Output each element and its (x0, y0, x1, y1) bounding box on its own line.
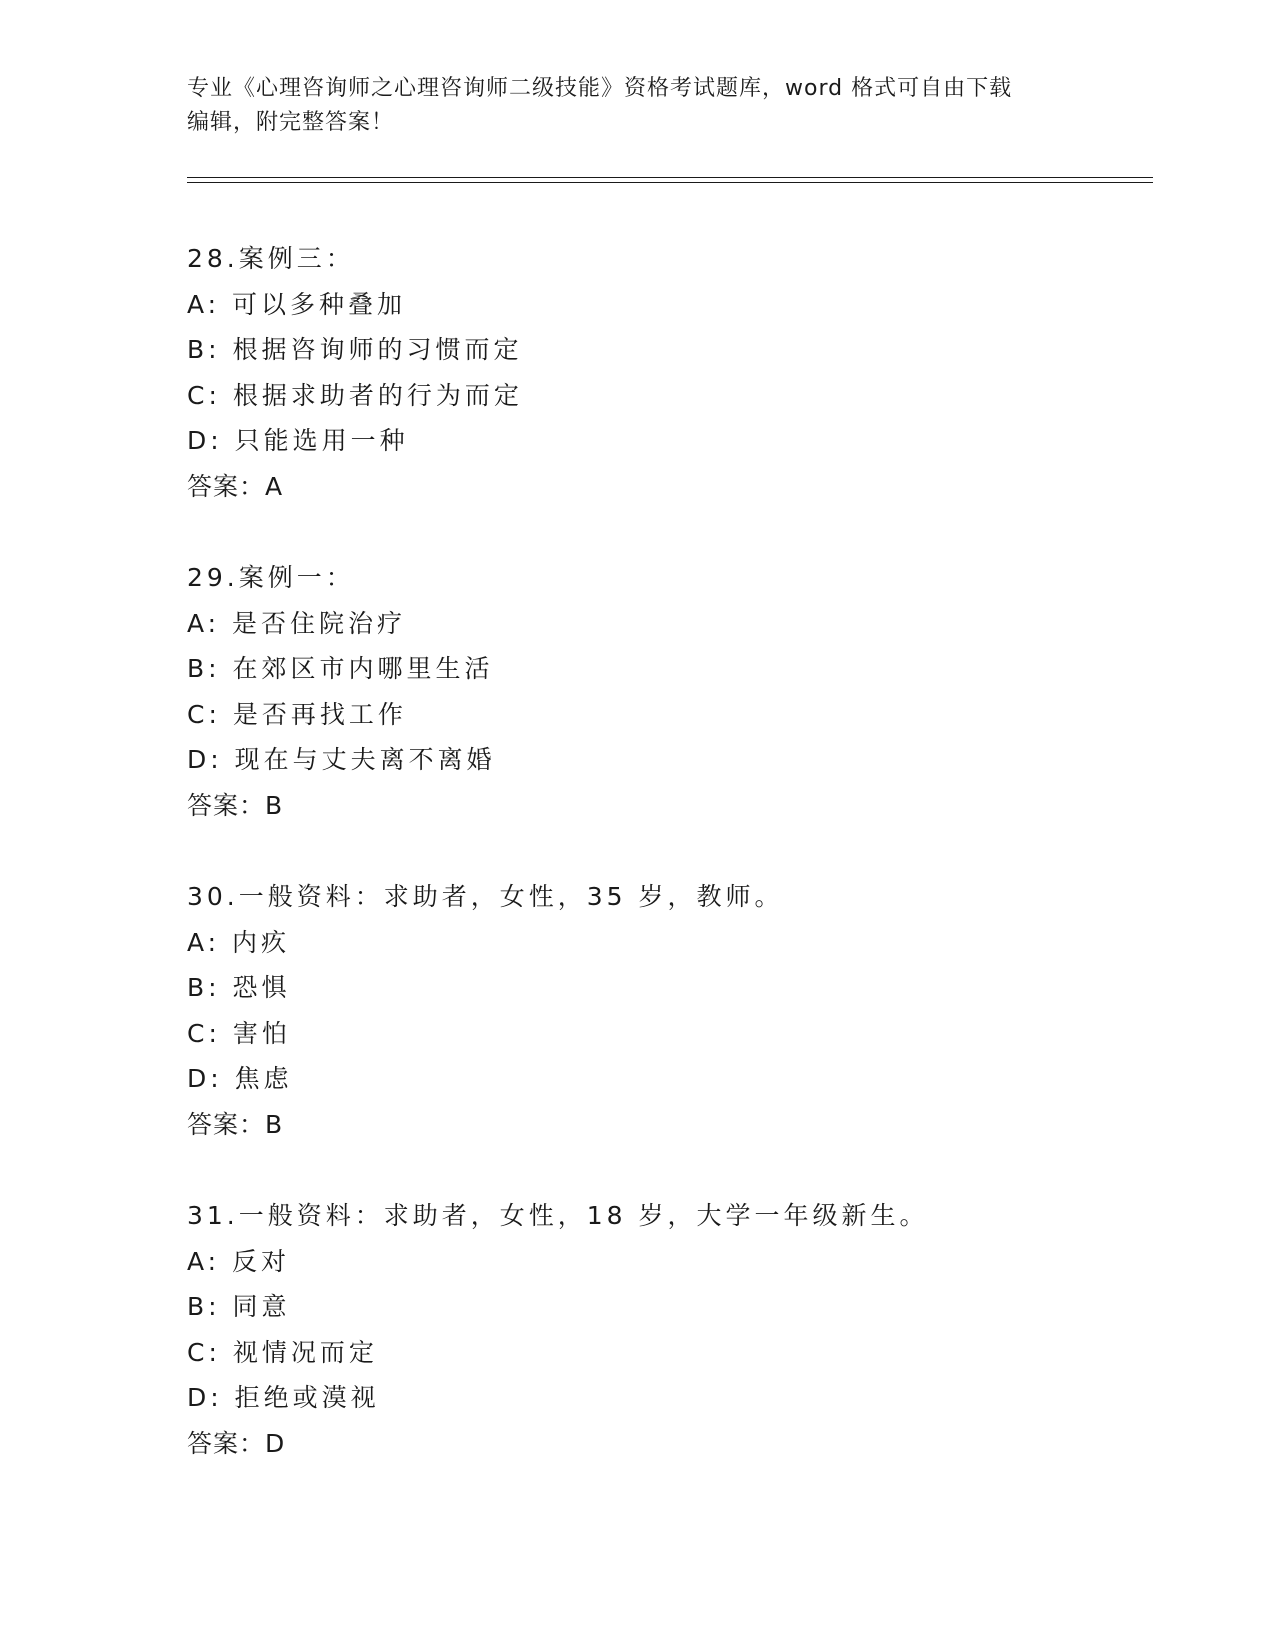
option-c: C: 害怕 (187, 1018, 291, 1048)
question-31 (187, 1193, 1153, 1466)
answer: 答案：D (187, 1428, 286, 1458)
option-a: A: 反对 (187, 1246, 291, 1276)
option-d: D: 现在与丈夫离不离婚 (187, 745, 496, 774)
header-line-1: 专业《心理咨询师之心理咨询师二级技能》资格考试题库，word 格式可自由下载 (187, 76, 1013, 101)
option-d: D: 焦虑 (187, 1064, 293, 1093)
question-30 (187, 874, 1153, 1147)
document-header (187, 72, 1087, 140)
option-b: B: 在郊区市内哪里生活 (187, 654, 494, 683)
answer: 答案：B (187, 790, 284, 820)
question-title: 28.案例三： (187, 244, 355, 273)
option-c: C: 是否再找工作 (187, 699, 407, 729)
option-c: C: 根据求助者的行为而定 (187, 380, 523, 410)
option-b: B: 根据咨询师的习惯而定 (187, 335, 523, 364)
option-b: B: 恐惧 (187, 973, 291, 1002)
option-a: A: 是否住院治疗 (187, 608, 407, 638)
option-a: A: 内疚 (187, 927, 291, 957)
question-29 (187, 555, 1153, 828)
option-c: C: 视情况而定 (187, 1337, 378, 1367)
question-title: 30.一般资料：求助者，女性，35 岁，教师。 (187, 882, 784, 911)
question-title: 29.案例一： (187, 563, 355, 592)
answer: 答案：B (187, 1109, 284, 1139)
question-list (187, 236, 1153, 1512)
answer: 答案：A (187, 471, 284, 501)
option-b: B: 同意 (187, 1292, 291, 1321)
option-d: D: 只能选用一种 (187, 426, 409, 455)
question-28 (187, 236, 1153, 509)
header-divider-bottom (187, 182, 1153, 183)
header-line-2: 编辑，附完整答案！ (187, 110, 395, 135)
header-divider-top (187, 177, 1153, 178)
option-d: D: 拒绝或漠视 (187, 1383, 380, 1412)
question-title: 31.一般资料：求助者，女性，18 岁，大学一年级新生。 (187, 1201, 929, 1230)
option-a: A: 可以多种叠加 (187, 289, 407, 319)
